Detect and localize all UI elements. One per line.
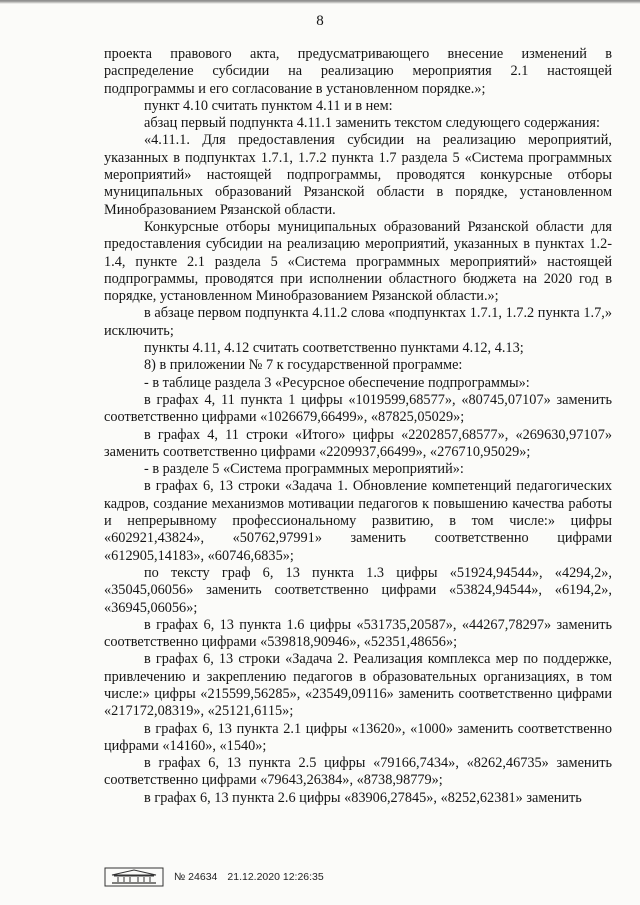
paragraph: в графах 4, 11 строки «Итого» цифры «2202857,68577», «269630,97107» заменить соответственно цифрами «2209937,66499», «276710,95029»; [104,426,612,460]
paragraph: абзац первый подпункта 4.11.1 заменить текстом следующего содержания: [144,115,600,132]
paragraph: по тексту граф 6, 13 пункта 1.3 цифры «51924,94544», «4294,2», «35045,06056» заменить соответственно цифрами «53824,94544», «6194,2», «36945,06056»; [104,564,612,616]
paragraph: в графах 6, 13 строки «Задача 1. Обновление компетенций педагогических кадров, создание механизмов мотивации педагогов к повышению качества работы и непрерывному профессиональному развитию, в том числе:» цифры «602921,43824», «50762,97991» заменить соответственно цифрами «612905,14183», «60746,6835»; [104,478,612,564]
paragraph: в графах 4, 11 пункта 1 цифры «1019599,68577», «80745,07107» заменить соответственно цифрами «1026679,66499», «87825,05029»; [104,391,612,426]
page-number: 8 [316,13,324,29]
document-body [104,46,612,807]
paragraph: в графах 6, 13 пункта 2.1 цифры «13620», «1000» заменить соответственно цифрами «14160», «1540»; [104,720,612,754]
paragraph: в абзаце первом подпункта 4.11.2 слова «подпунктах 1.7.1, 1.7.2 пункта 1.7,» исключить; [104,305,612,339]
paragraph: пункты 4.11, 4.12 считать соответственно пунктами 4.12, 4.13; [144,340,524,357]
document-number: № 24634 [174,871,218,883]
timestamp: 21.12.2020 12:26:35 [227,871,324,883]
paragraph: в графах 6, 13 строки «Задача 2. Реализация комплекса мер по поддержке, привлечению и закреплению педагогов в образовательных организациях, в том числе:» цифры «215599,56285», «23549,09116» заменить соответственно цифрами «217172,08319», «25121,6115»; [104,651,612,720]
paragraph: в графах 6, 13 пункта 1.6 цифры «531735,20587», «44267,78297» заменить соответственно цифрами «539818,90946», «52351,48656»; [104,616,612,651]
paragraph: Конкурсные отборы муниципальных образований Рязанской области для предоставления субсидии на реализацию мероприятий, указанных в пунктах 1.2-1.4, пункте 2.1 раздела 5 «Система программных мероприятий» настоящей подпрограммы, проводятся при исполнении областного бюджета на 2020 год в порядке, установленном Минобразованием Рязанской области.»; [104,218,612,305]
paragraph: - в разделе 5 «Система программных мероприятий»: [144,461,464,478]
paragraph: в графах 6, 13 пункта 2.6 цифры «83906,27845», «8252,62381» заменить [144,789,582,806]
paragraph: - в таблице раздела 3 «Ресурсное обеспечение подпрограммы»: [144,374,530,391]
document-footer [104,867,324,887]
paragraph: проекта правового акта, предусматривающего внесение изменений в распределение субсидии на реализацию мероприятия 2.1 настоящей подпрограммы и его согласование в установленном порядке.»; [104,46,612,97]
scan-top-edge [0,0,640,5]
government-building-seal-icon [104,867,164,887]
paragraph: 8) в приложении № 7 к государственной программе: [144,357,463,374]
paragraph: пункт 4.10 считать пунктом 4.11 и в нем: [144,97,393,114]
paragraph: в графах 6, 13 пункта 2.5 цифры «79166,7434», «8262,46735» заменить соответственно цифрами «79643,26384», «8738,98779»; [104,755,612,789]
paragraph: «4.11.1. Для предоставления субсидии на реализацию мероприятий, указанных в подпунктах 1.7.1, 1.7.2 пункта 1.7 раздела 5 «Система программных мероприятий» настоящей подпрограммы, проводятся конкурсные отборы муниципальных образований Рязанской области в порядке, установленном Минобразованием Рязанской области. [104,132,612,218]
